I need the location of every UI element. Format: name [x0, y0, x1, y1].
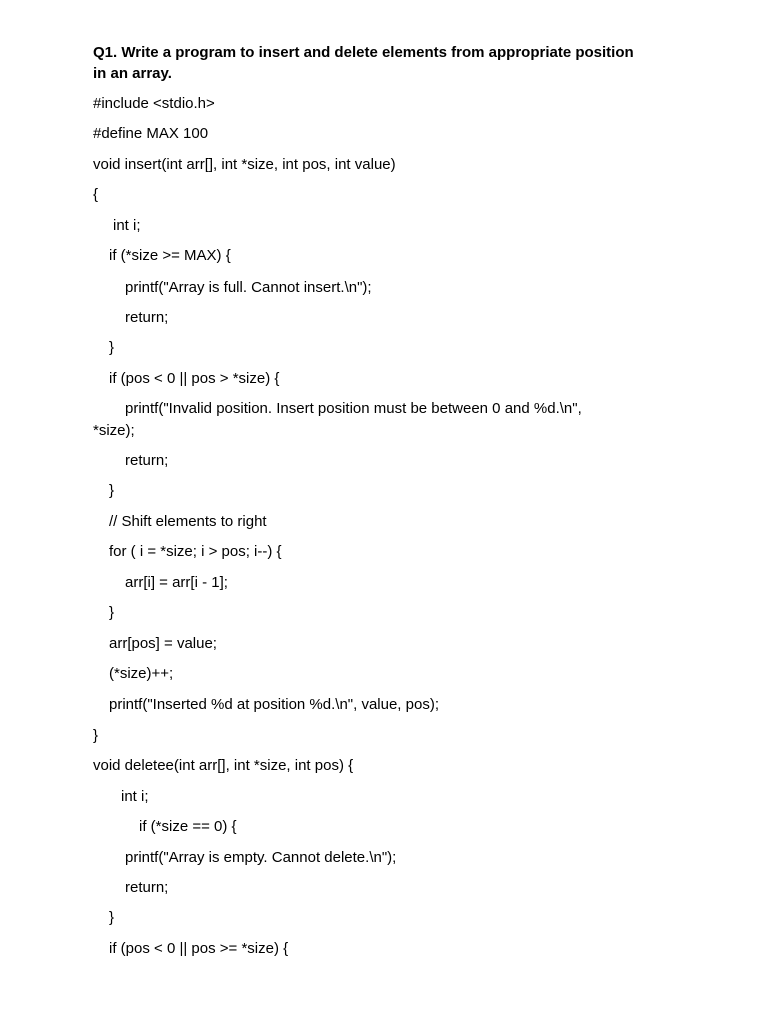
code-line: int i; [113, 217, 141, 234]
code-line: arr[i] = arr[i - 1]; [125, 574, 228, 591]
code-line: return; [125, 879, 169, 896]
question-heading-continuation: in an array. [93, 65, 172, 82]
code-line: printf("Inserted %d at position %d.\n", value, pos); [109, 696, 439, 713]
code-line: arr[pos] = value; [109, 635, 217, 652]
code-line-include: #include <stdio.h> [93, 95, 215, 112]
code-line: if (pos < 0 || pos > *size) { [109, 370, 280, 387]
code-line: printf("Array is empty. Cannot delete.\n"); [125, 849, 397, 866]
code-line-insert-signature: void insert(int arr[], int *size, int pos, int value) [93, 156, 396, 173]
question-heading: Q1. Write a program to insert and delete elements from appropriate position [93, 44, 634, 61]
code-line: *size); [93, 422, 135, 439]
code-line: int i; [121, 788, 149, 805]
code-line: if (*size >= MAX) { [109, 247, 231, 264]
code-line: printf("Array is full. Cannot insert.\n"); [125, 279, 372, 296]
code-line: for ( i = *size; i > pos; i--) { [109, 543, 282, 560]
code-line: } [109, 909, 115, 926]
code-line: if (*size == 0) { [139, 818, 237, 835]
code-line: } [109, 604, 115, 621]
code-comment: // Shift elements to right [109, 513, 267, 530]
code-line: return; [125, 309, 169, 326]
code-line: } [109, 339, 115, 356]
code-line: printf("Invalid position. Insert position must be between 0 and %d.\n", [125, 400, 582, 417]
code-line: if (pos < 0 || pos >= *size) { [109, 940, 289, 957]
code-line: (*size)++; [109, 665, 174, 682]
code-line: return; [125, 452, 169, 469]
code-line: { [93, 186, 99, 203]
code-line-define: #define MAX 100 [93, 125, 209, 142]
code-line-delete-signature: void deletee(int arr[], int *size, int pos) { [93, 757, 354, 774]
code-line: } [93, 727, 99, 744]
code-line: } [109, 482, 115, 499]
